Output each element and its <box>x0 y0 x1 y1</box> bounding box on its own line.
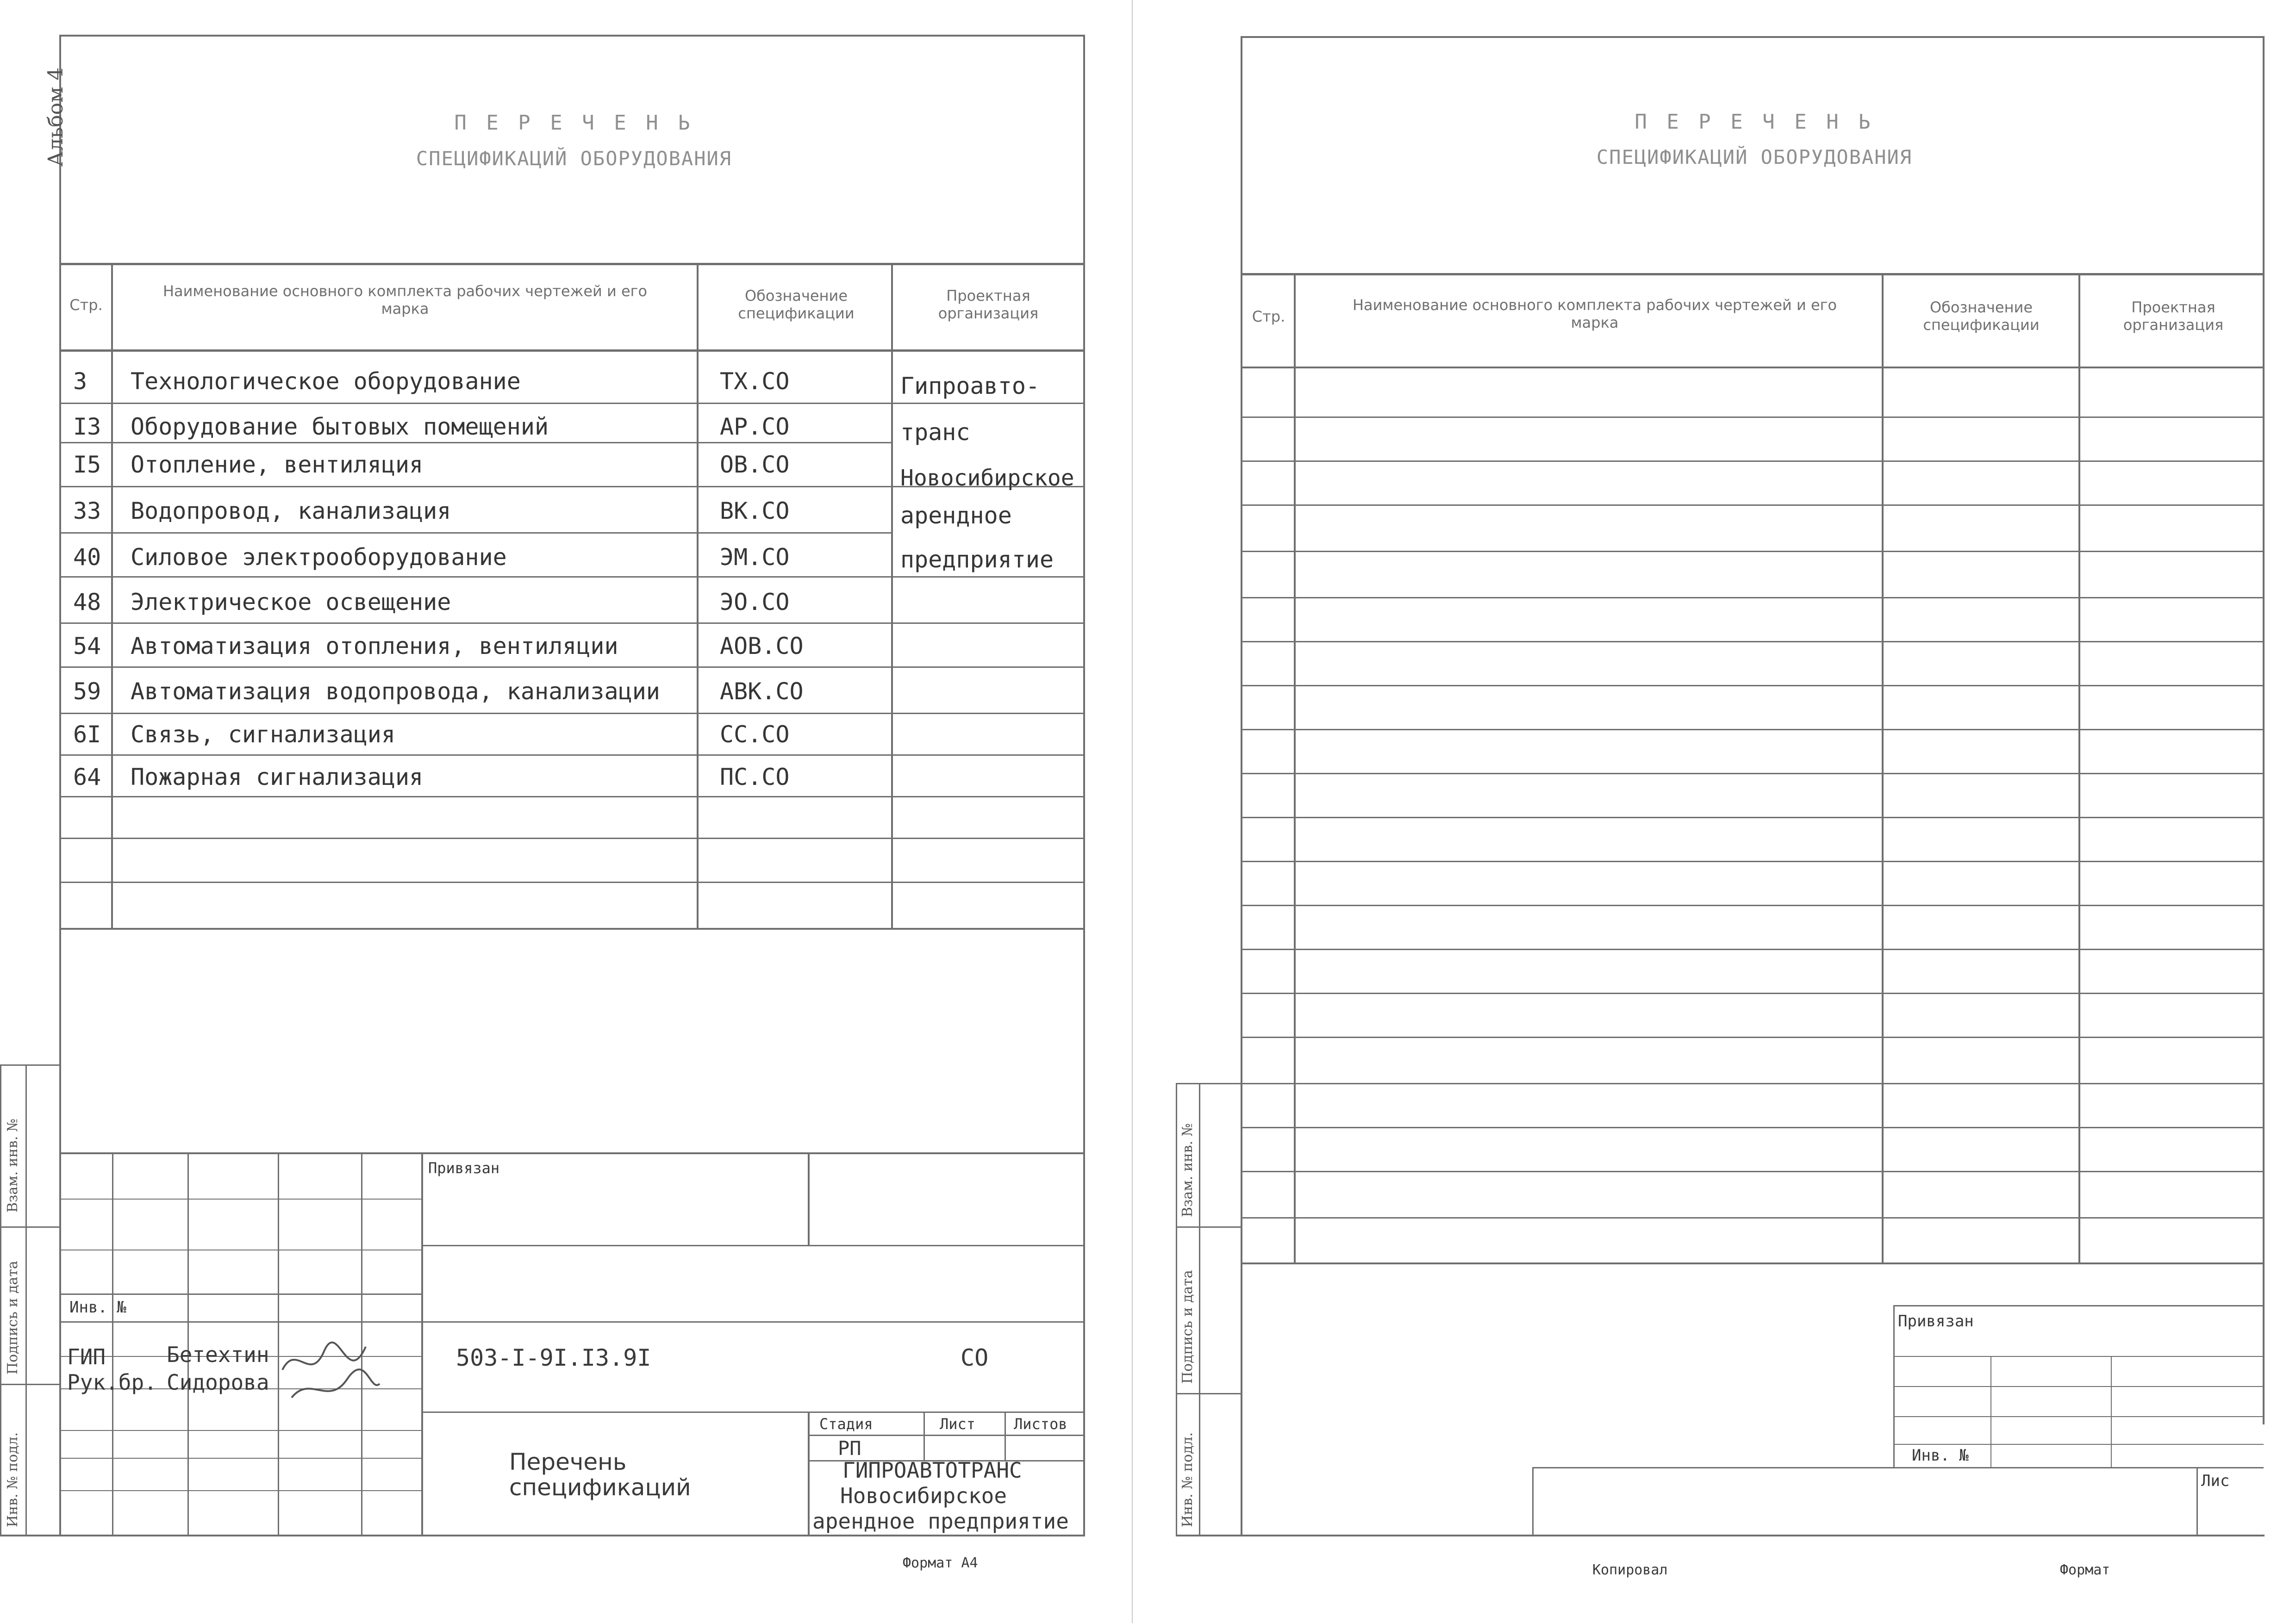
right-footer-left: Копировал <box>1592 1562 1668 1578</box>
frame-left <box>59 35 61 1536</box>
row-code: ОВ.СО <box>720 451 790 478</box>
row-page: 59 <box>73 678 101 705</box>
col-header-code: Обозначение спецификации <box>738 287 855 322</box>
side-label-vzam: Взам. инв. № <box>5 1118 21 1213</box>
right-page-title: П Е Р Е Ч Е Н Ь <box>1635 110 1874 134</box>
side-label-inv-podl: Инв. № подл. <box>5 1432 21 1527</box>
right-side-label-vzam: Взам. инв. № <box>1179 1123 1196 1217</box>
frame-right <box>1083 35 1085 1536</box>
org-line: Новосибирское <box>900 465 1074 491</box>
right-side-label-podpis: Подпись и дата <box>1179 1270 1196 1384</box>
row-page: 33 <box>73 497 101 524</box>
row-name: Технологическое оборудование <box>131 368 521 395</box>
stamp-ruk-role: Рук.бр. <box>67 1370 157 1395</box>
stamp-title-2: спецификаций <box>509 1474 691 1501</box>
stamp-gip-role: ГИП <box>67 1344 106 1369</box>
stamp-inv: Инв. № <box>69 1298 126 1317</box>
org-line: Гипроавто- <box>900 373 1040 399</box>
stamp-gip-name: Бетехтин <box>167 1342 269 1367</box>
stamp-ruk-name: Сидорова <box>167 1370 269 1395</box>
row-page: 6I <box>73 721 101 748</box>
stamp-stage-value: РП <box>838 1437 861 1460</box>
stamp-stage-label: Стадия <box>819 1415 873 1433</box>
row-code: ТХ.СО <box>720 368 790 395</box>
row-page: 64 <box>73 764 101 790</box>
row-code: СС.СО <box>720 721 790 748</box>
row-code: ЭО.СО <box>720 589 790 616</box>
row-page: 40 <box>73 544 101 571</box>
right-stamp-privyazan: Привязан <box>1898 1312 1974 1331</box>
right-col-header-page: Стр. <box>1252 308 1285 325</box>
row-name: Оборудование бытовых помещений <box>131 413 549 440</box>
org-line: арендное <box>900 502 1012 529</box>
stamp-org-3: арендное предприятие <box>812 1509 1069 1534</box>
row-page: I5 <box>73 451 101 478</box>
side-label-podpis: Подпись и дата <box>5 1261 21 1374</box>
row-name: Водопровод, канализация <box>131 497 451 524</box>
frame-bottom <box>0 1535 1085 1536</box>
row-name: Электрическое освещение <box>131 589 451 616</box>
row-name: Автоматизация отопления, вентиляции <box>131 633 618 659</box>
row-name: Автоматизация водопровода, канализации <box>131 678 660 705</box>
row-name: Пожарная сигнализация <box>131 764 424 790</box>
stamp-org-2: Новосибирское <box>840 1483 1007 1508</box>
right-footer-right: Формат <box>2060 1562 2110 1578</box>
col-header-org: Проектная организация <box>938 287 1039 322</box>
row-name: Силовое электрооборудование <box>131 544 507 571</box>
signature-icon <box>278 1333 384 1412</box>
format-label: Формат А4 <box>903 1555 978 1571</box>
row-page: 3 <box>73 368 87 395</box>
col-header-page: Стр. <box>69 296 103 314</box>
right-stamp-list: Лис <box>2201 1472 2230 1490</box>
row-name: Связь, сигнализация <box>131 721 395 748</box>
album-label: Альбом 4 <box>44 67 68 167</box>
page-subtitle: СПЕЦИФИКАЦИЙ ОБОРУДОВАНИЯ <box>416 147 732 170</box>
stamp-org-1: ГИПРОАВТОТРАНС <box>842 1458 1022 1483</box>
right-col-header-name: Наименование основного комплекта рабочих чертежей и его марка <box>1352 296 1837 331</box>
page-title: П Е Р Е Ч Е Н Ь <box>454 111 694 135</box>
right-col-header-code: Обозначение спецификации <box>1923 298 2040 334</box>
row-name: Отопление, вентиляция <box>131 451 424 478</box>
row-page: 54 <box>73 633 101 659</box>
row-code: ЭМ.СО <box>720 544 790 571</box>
row-page: 48 <box>73 589 101 616</box>
stamp-listov-label: Листов <box>1014 1415 1067 1433</box>
org-line: транс <box>900 419 970 446</box>
row-code: АОВ.СО <box>720 633 804 659</box>
right-col-header-org: Проектная организация <box>2123 298 2224 334</box>
right-stamp-inv: Инв. № <box>1912 1446 1969 1465</box>
right-page-subtitle: СПЕЦИФИКАЦИЙ ОБОРУДОВАНИЯ <box>1596 146 1913 168</box>
right-side-label-inv-podl: Инв. № подл. <box>1179 1432 1196 1527</box>
col-header-name: Наименование основного комплекта рабочих чертежей и его марка <box>162 282 648 317</box>
row-page: I3 <box>73 413 101 440</box>
stamp-privyazan: Привязан <box>428 1159 500 1177</box>
stamp-list-label: Лист <box>940 1415 976 1433</box>
row-code: АВК.СО <box>720 678 804 705</box>
row-code: АР.СО <box>720 413 790 440</box>
stamp-title-1: Перечень <box>509 1449 627 1475</box>
row-code: ПС.СО <box>720 764 790 790</box>
stamp-mark: СО <box>961 1344 989 1371</box>
frame-top <box>59 35 1085 37</box>
page-fold <box>1132 0 1133 1623</box>
org-line: предприятие <box>900 546 1054 573</box>
stamp-doc-code: 503-I-9I.I3.9I <box>456 1344 651 1371</box>
row-code: ВК.СО <box>720 497 790 524</box>
